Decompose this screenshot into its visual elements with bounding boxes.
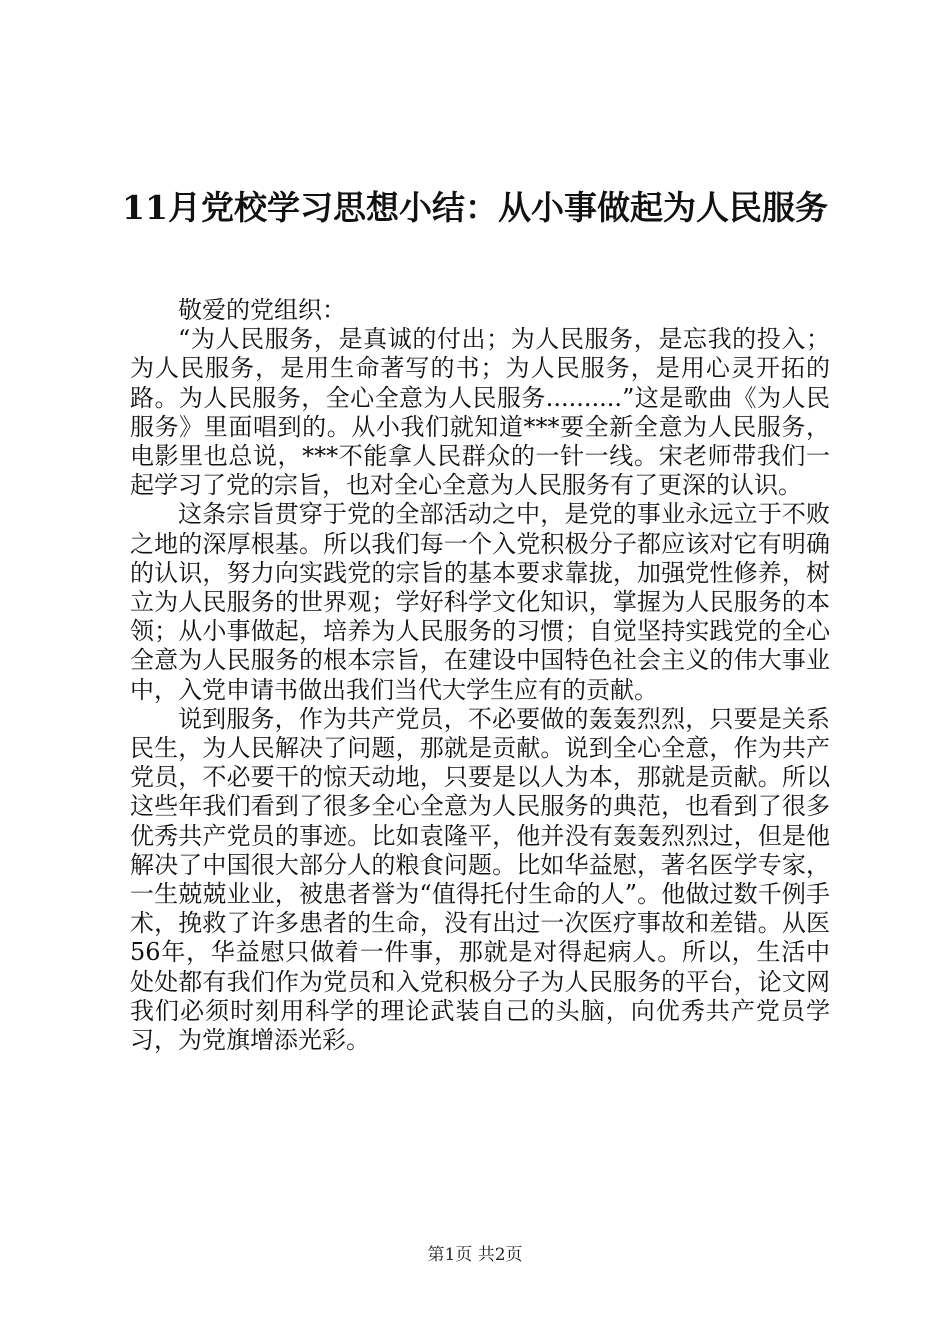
document-body	[130, 296, 830, 1055]
document-title: 11月党校学习思想小结：从小事做起为人民服务	[122, 188, 828, 227]
salutation: 敬爱的党组织：	[178, 296, 346, 324]
paragraph-2: 这条宗旨贯穿于党的全部活动之中，是党的事业永远立于不败之地的深厚根基。所以我们每一个入党积极分子都应该对它有明确的认识，努力向实践党的宗旨的基本要求靠拢，加强党性修养，树立为人民服务的世界观；学好科学文化知识，掌握为人民服务的本领；从小事做起，培养为人民服务的习惯；自觉坚持实践党的全心全意为人民服务的根本宗旨，在建设中国特色社会主义的伟大事业中，入党申请书做出我们当代大学生应有的贡献。	[130, 500, 830, 704]
paragraph-1: “为人民服务，是真诚的付出；为人民服务，是忘我的投入；为人民服务，是用生命著写的书；为人民服务，是用心灵开拓的路。为人民服务，全心全意为人民服务..........”这是歌曲《为人民服务》里面唱到的。从小我们就知道***要全新全意为人民服务，电影里也总说，***不能拿人民群众的一针一线。宋老师带我们一起学习了党的宗旨，也对全心全意为人民服务有了更深的认识。	[130, 325, 830, 500]
paragraph-3: 说到服务，作为共产党员，不必要做的轰轰烈烈，只要是关系民生，为人民解决了问题，那就是贡献。说到全心全意，作为共产党员，不必要干的惊天动地，只要是以人为本，那就是贡献。所以这些年我们看到了很多全心全意为人民服务的典范，也看到了很多优秀共产党员的事迹。比如袁隆平，他并没有轰轰烈烈过，但是他解决了中国很大部分人的粮食问题。比如华益慰，著名医学专家，一生兢兢业业，被患者誉为“值得托付生命的人”。他做过数千例手术，挽救了许多患者的生命，没有出过一次医疗事故和差错。从医56年，华益慰只做着一件事，那就是对得起病人。所以，生活中处处都有我们作为党员和入党积极分子为人民服务的平台，论文网我们必须时刻用科学的理论武装自己的头脑，向优秀共产党员学习，为党旗增添光彩。	[130, 704, 830, 1055]
page-footer: 第1页 共2页	[427, 1245, 523, 1265]
